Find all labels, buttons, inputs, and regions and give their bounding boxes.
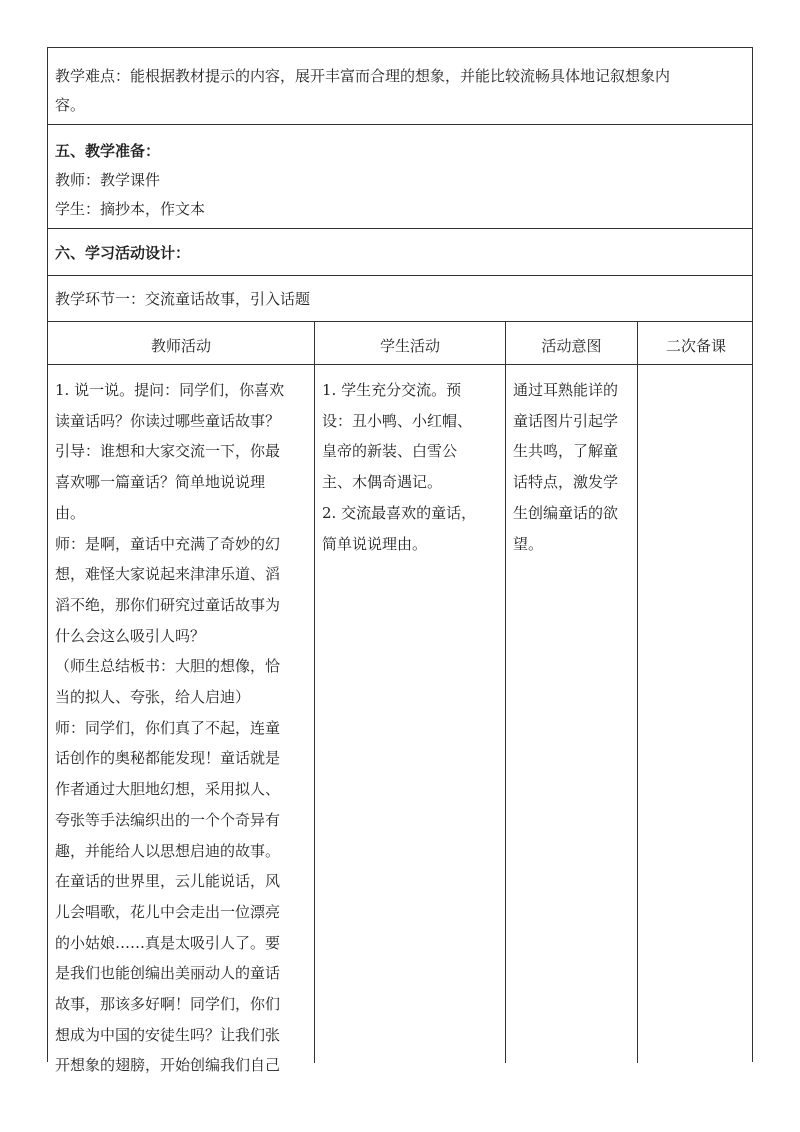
teacher-activity-line: 夸张等手法编织出的一个个奇异有: [55, 810, 281, 829]
teacher-activity-line: 师：同学们，你们真了不起，连童: [55, 718, 281, 737]
row-divider: [48, 228, 752, 229]
difficulty-line-2: 容。: [55, 96, 86, 114]
teacher-activity-line: 趣，并能给人以思想启迪的故事。: [55, 841, 281, 860]
column-divider: [505, 321, 506, 1063]
segment-title: 教学环节一：交流童话故事，引入话题: [55, 290, 311, 308]
row-divider: [48, 275, 752, 276]
teacher-activity-line: 想成为中国的安徒生吗？让我们张: [55, 1025, 281, 1044]
student-activity-line: 主、木偶奇遇记。: [322, 473, 443, 492]
teacher-activity-line: 滔不绝，那你们研究过童话故事为: [55, 595, 281, 614]
teacher-activity-line: 故事，那该多好啊！同学们，你们: [55, 995, 281, 1014]
header-activity-intent: 活动意图: [541, 337, 602, 355]
teacher-activity-line: 儿会唱歌，花儿中会走出一位漂亮: [55, 902, 281, 921]
activity-intent-line: 望。: [513, 534, 544, 553]
teacher-activity-line: 作者通过大胆地幻想，采用拟人、: [55, 780, 281, 799]
teacher-activity-line: 什么会这么吸引人吗？: [55, 626, 206, 645]
teacher-activity-line: 师：是啊，童话中充满了奇妙的幻: [55, 534, 281, 553]
column-divider: [314, 321, 315, 1063]
teacher-activity-cell: [55, 375, 310, 1081]
difficulty-line-1: 教学难点：能根据教材提示的内容，展开丰富而合理的想象，并能比较流畅具体地记叙想象内: [55, 67, 671, 85]
teacher-activity-line: 想，难怪大家说起来津津乐道、滔: [55, 565, 281, 584]
preparation-heading: 五、教学准备：: [55, 142, 161, 160]
student-activity-line: 2. 交流最喜欢的童话，: [322, 503, 477, 522]
teacher-activity-line: 开想象的翅膀，开始创编我们自己: [55, 1056, 281, 1075]
teacher-activity-line: 话创作的奥秘都能发现！童话就是: [55, 749, 281, 768]
student-activity-line: 1. 学生充分交流。预: [322, 381, 462, 399]
student-activity-line: 皇帝的新装、白雪公: [322, 442, 458, 461]
teacher-activity-line: 的小姑娘……真是太吸引人了。要: [55, 933, 281, 952]
header-second-prep: 二次备课: [665, 337, 726, 355]
preparation-student: 学生：摘抄本，作文本: [55, 200, 206, 218]
lesson-plan-table: [47, 47, 753, 1075]
row-divider: [48, 124, 752, 125]
header-student-activity: 学生活动: [379, 337, 440, 355]
activity-design-heading: 六、学习活动设计：: [55, 244, 191, 262]
activity-intent-line: 话特点，激发学: [513, 473, 619, 492]
activity-intent-cell: [513, 375, 635, 559]
student-activity-line: 设：丑小鸭、小红帽、: [322, 411, 473, 430]
activity-intent-line: 生共鸣，了解童: [513, 442, 619, 461]
activity-intent-line: 童话图片引起学: [513, 411, 619, 430]
activity-intent-line: 通过耳熟能详的: [513, 381, 619, 399]
row-divider: [48, 364, 752, 365]
activity-intent-line: 生创编童话的欲: [513, 503, 619, 522]
teacher-activity-line: 由。: [55, 503, 86, 522]
teacher-activity-line: 在童话的世界里，云儿能说话，风: [55, 872, 281, 891]
teacher-activity-line: 引导：谁想和大家交流一下，你最: [55, 442, 281, 461]
teacher-activity-line: 当的拟人、夸张，给人启迪）: [55, 688, 251, 707]
student-activity-line: 简单说说理由。: [322, 534, 428, 553]
row-divider: [48, 321, 752, 322]
teacher-activity-line: 1. 说一说。提问：同学们，你喜欢: [55, 381, 285, 399]
teacher-activity-line: 读童话吗？你读过哪些童话故事？: [55, 411, 281, 430]
teacher-activity-line: 喜欢哪一篇童话？简单地说说理: [55, 473, 266, 492]
teacher-activity-line: 是我们也能创编出美丽动人的童话: [55, 964, 281, 983]
preparation-teacher: 教师：教学课件: [55, 171, 161, 189]
column-divider: [637, 321, 638, 1063]
header-teacher-activity: 教师活动: [150, 337, 211, 355]
student-activity-cell: [322, 375, 502, 559]
teacher-activity-line: （师生总结板书：大胆的想像，恰: [55, 657, 281, 676]
